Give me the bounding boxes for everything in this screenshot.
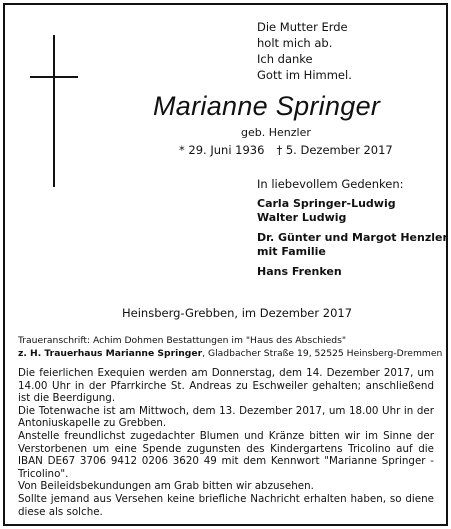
mourners-list — [257, 197, 448, 285]
verse — [257, 19, 352, 83]
cross-icon-horizontal — [30, 76, 78, 78]
mourner-name: Carla Springer-Ludwig — [257, 197, 396, 210]
death-date: † 5. Dezember 2017 — [276, 143, 393, 157]
cross-icon-vertical — [53, 35, 55, 187]
verse-line: Die Mutter Erde — [257, 20, 348, 34]
notice-paragraph: Von Beileidsbekundungen am Grab bitten wir abzusehen. — [18, 480, 314, 493]
notice-paragraph: Die Totenwache ist am Mittwoch, dem 13. Dezember 2017, um 18.00 Uhr in der Antoniuskapelle zu Grebben. — [18, 404, 434, 430]
born-name: geb. Henzler — [241, 126, 311, 139]
life-dates — [179, 143, 393, 157]
notice-body — [18, 367, 434, 518]
mourner-name: Walter Ludwig — [257, 211, 347, 224]
verse-line: Gott im Himmel. — [257, 68, 352, 82]
mourner-name: mit Familie — [257, 245, 326, 258]
mourner-group — [257, 231, 448, 259]
mourner-name: Dr. Günter und Margot Henzler — [257, 231, 448, 244]
address-street: , Gladbacher Straße 19, 52525 Heinsberg-Dremmen — [202, 348, 443, 359]
notice-paragraph: Anstelle freundlichst zugedachter Blumen und Kränze bitten wir im Sinne der Verstorbenen um eine Spende zugunsten des Kindergartens Tricolino auf die IBAN DE67 3706 9412 0206 3620 49 mit dem Kennwort "Marianne Springer - Tricolino". — [18, 429, 434, 480]
place-date: Heinsberg-Grebben, im Dezember 2017 — [122, 306, 353, 320]
mourning-address — [18, 334, 442, 360]
birth-date: * 29. Juni 1936 — [179, 143, 265, 157]
mourner-group — [257, 197, 448, 225]
address-line: Traueranschrift: Achim Dohmen Bestattungen im "Haus des Abschieds" — [18, 335, 347, 346]
notice-paragraph: Die feierlichen Exequien werden am Donnerstag, dem 14. Dezember 2017, um 14.00 Uhr in der Pfarrkirche St. Andreas zu Eschweiler gehalten; anschließend ist die Beerdigung. — [18, 367, 434, 405]
deceased-name: Marianne Springer — [153, 91, 381, 121]
verse-line: Ich danke — [257, 52, 313, 66]
address-recipient: z. H. Trauerhaus Marianne Springer — [18, 348, 203, 359]
memory-line: In liebevollem Gedenken: — [257, 177, 404, 191]
mourner-name: Hans Frenken — [257, 265, 342, 278]
obituary-notice — [3, 3, 448, 526]
notice-paragraph: Sollte jemand aus Versehen keine briefliche Nachricht erhalten haben, so diene diese als solche. — [18, 492, 434, 518]
verse-line: holt mich ab. — [257, 36, 333, 50]
address-line — [18, 347, 442, 360]
mourner-group — [257, 265, 448, 279]
